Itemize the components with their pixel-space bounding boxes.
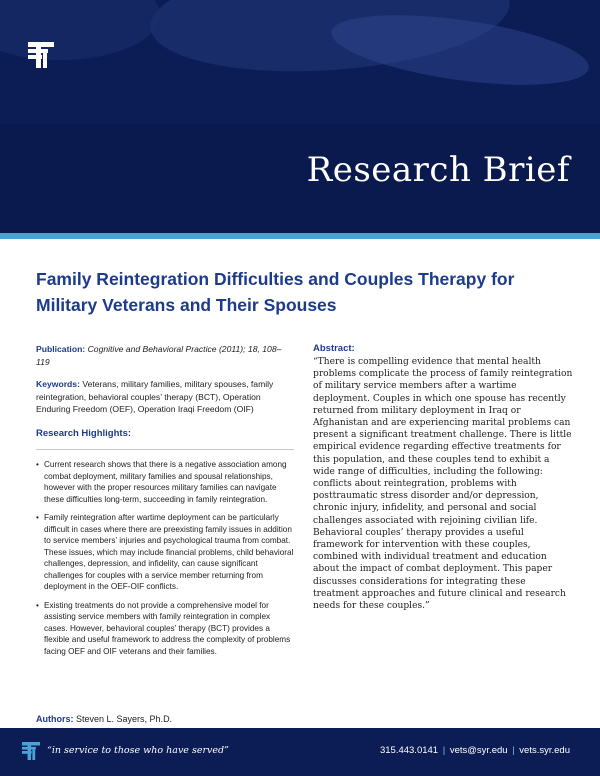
phone-number: 315.443.0141 [379, 745, 439, 756]
bullet-icon: • [36, 600, 39, 610]
highlight-text: Current research shows that there is a negative association among combat deployment, military families and spousal relationships, however with the proper resources military families can navigate these difficulties long-term, succeeding in family reintegration. [44, 460, 287, 504]
accent-stripe [0, 233, 600, 239]
authors-label: Authors: [36, 714, 74, 724]
left-column [36, 343, 294, 664]
publication-info [36, 343, 294, 368]
highlight-text: Family reintegration after wartime deployment can be particularly difficult in cases where there are preexisting family issues in addition to service members’ injuries and psychological trauma from combat. These issues, which may include financial problems, child behavioral challenges, depression, and infidelity, can cause significant challenges for couples with a service member returning from deployment in the OEF-OIF conflicts. [44, 513, 294, 591]
article-headline: Family Reintegration Difficulties and Couples Therapy for Military Veterans and Their Spouses [36, 269, 515, 315]
highlights-heading: Research Highlights: [36, 427, 132, 439]
banner-texture [0, 0, 160, 60]
keywords-info [36, 378, 294, 416]
ivmf-logo-icon [28, 42, 54, 68]
publication-label: Publication: [36, 344, 86, 354]
highlight-item [36, 512, 294, 593]
abstract-column [313, 343, 573, 612]
abstract-heading: Abstract: [313, 343, 355, 354]
footer-bar [0, 728, 600, 776]
highlight-text: Existing treatments do not provide a comprehensive model for assisting service members with family reintegration in complex cases. However, behavioral couples’ therapy (BCT) provides a flexible and useful framework to address the complexity of problems facing OEF and OIF veterans and their families. [44, 600, 291, 656]
highlight-item [36, 459, 294, 505]
separator: | [512, 745, 515, 756]
page-title: Research Brief [306, 150, 570, 190]
authors-text: Steven L. Sayers, Ph.D. [76, 714, 173, 724]
website-link[interactable]: vets.syr.edu [519, 745, 570, 756]
footer-contact [380, 745, 570, 756]
keywords-text: Veterans, military families, military spouses, family reintegration, behavioral couples’ therapy (BCT), Operation Enduring Freedom (OEF), Operation Iraqi Freedom (OIF) [36, 379, 274, 414]
keywords-label: Keywords: [36, 379, 80, 389]
publication-text: Cognitive and Behavioral Practice (2011); 18, 108–119 [36, 344, 282, 367]
footer-tagline: “in service to those who have served” [47, 745, 229, 756]
ivmf-logo-icon [22, 742, 40, 760]
highlight-item [36, 600, 294, 658]
bullet-icon: • [36, 513, 39, 522]
email-link[interactable]: vets@syr.edu [449, 745, 508, 756]
highlights-list [36, 449, 294, 657]
abstract-text: “There is compelling evidence that mental health problems complicate the process of family reintegration of military service members after a wartime deployment. Couples in which one spouse has recently returned from military deployment in Iraq or Afghanistan and are experiencing marital problems can present a significant treatment challenge. There is little empirical evidence regarding effective treatments for this population, and these couples tend to exhibit a wide range of difficulties, including the following: conflicts about reintegration, problems with posttraumatic stress disorder and/or depression, chronic injury, infidelity, and personal and social challenges associated with rejoining civilian life. Behavioral couples’ therapy provides a useful framework for intervention with these couples, combined with individual treatment and education about the impact of combat deployment. This paper discusses considerations for integrating these treatment approaches and future clinical and research needs for these couples.” [313, 357, 573, 612]
header-banner [0, 0, 600, 233]
bullet-icon: • [36, 460, 39, 469]
separator: | [442, 745, 446, 756]
authors-line [36, 714, 172, 724]
